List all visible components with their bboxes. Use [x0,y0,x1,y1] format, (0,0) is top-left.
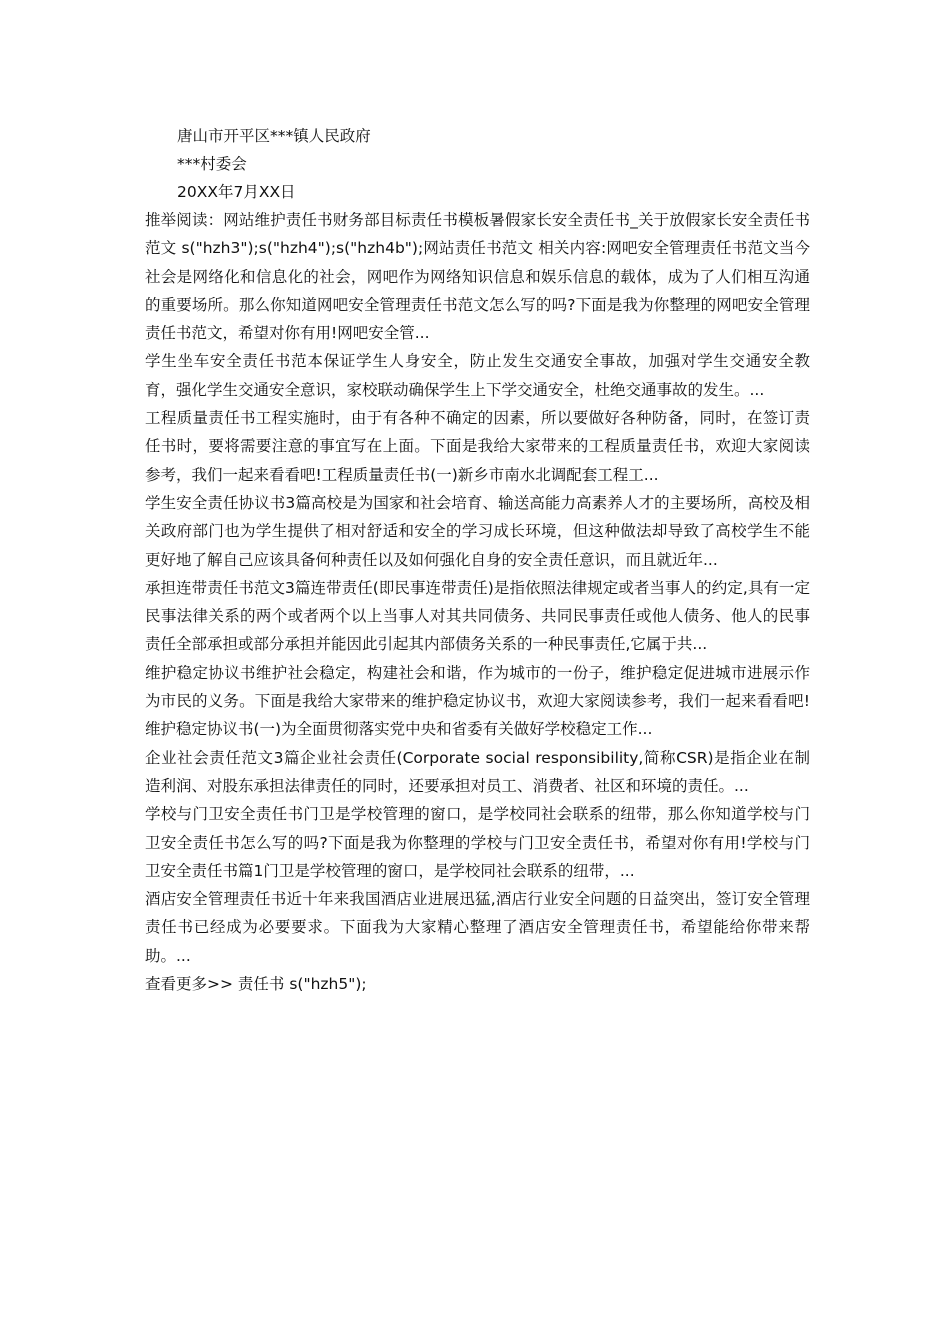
related-article-paragraph: 维护稳定协议书维护社会稳定，构建社会和谐，作为城市的一份子，维护稳定促进城市进展示作为市民的义务。下面是我给大家带来的维护稳定协议书，欢迎大家阅读参考，我们一起来看看吧!维护稳定协议书(一)为全面贯彻落实党中央和省委有关做好学校稳定工作... [145,663,810,739]
related-article-paragraph: 学生坐车安全责任书范本保证学生人身安全，防止发生交通安全事故，加强对学生交通安全教育，强化学生交通安全意识，家校联动确保学生上下学交通安全，杜绝交通事故的发生。... [145,352,810,399]
related-article-paragraph: 工程质量责任书工程实施时，由于有各种不确定的因素，所以要做好各种防备，同时，在签订责任书时，要将需要注意的事宜写在上面。下面是我给大家带来的工程质量责任书，欢迎大家阅读参考，我们一起来看看吧!工程质量责任书(一)新乡市南水北调配套工程工... [145,409,810,484]
recommended-reading-paragraph: 推举阅读：网站维护责任书财务部目标责任书模板暑假家长安全责任书_关于放假家长安全责任书范文 s("hzh3");s("hzh4");s("hzh4b");网站责任书范文 相关内容:网吧安全管理责任书范文当今社会是网络化和信息化的社会，网吧作为网络知识信息和娱乐信息的载体，成为了人们相互沟通的重要场所。那么你知道网吧安全管理责任书范文怎么写的吗?下面是我为你整理的网吧安全管理责任书范文，希望对你有用!网吧安全管... [145,211,810,343]
signature-org: 唐山市开平区***镇人民政府 [177,127,371,145]
related-article-paragraph: 酒店安全管理责任书近十年来我国酒店业进展迅猛,酒店行业安全问题的日益突出，签订安全管理责任书已经成为必要要求。下面我为大家精心整理了酒店安全管理责任书，希望能给你带来帮助。... [145,890,810,965]
view-more-link[interactable]: 查看更多>> 责任书 s("hzh5"); [145,975,367,994]
signature-committee: ***村委会 [177,155,247,173]
related-article-paragraph: 学校与门卫安全责任书门卫是学校管理的窗口，是学校同社会联系的纽带，那么你知道学校与门卫安全责任书怎么写的吗?下面是我为你整理的学校与门卫安全责任书，希望对你有用!学校与门卫安全责任书篇1门卫是学校管理的窗口，是学校同社会联系的纽带，... [145,805,810,880]
related-article-paragraph: 企业社会责任范文3篇企业社会责任(Corporate social responsibility,简称CSR)是指企业在制造利润、对股东承担法律责任的同时，还要承担对员工、消费者、社区和环境的责任。... [145,748,810,795]
related-article-paragraph: 学生安全责任协议书3篇高校是为国家和社会培育、输送高能力高素养人才的主要场所，高校及相关政府部门也为学生提供了相对舒适和安全的学习成长环境，但这种做法却导致了高校学生不能更好地了解自己应该具备何种责任以及如何强化自身的安全责任意识，而且就近年... [145,493,810,569]
related-article-paragraph: 承担连带责任书范文3篇连带责任(即民事连带责任)是指依照法律规定或者当事人的约定,具有一定民事法律关系的两个或者两个以上当事人对其共同债务、共同民事责任或他人债务、他人的民事责任全部承担或部分承担并能因此引起其内部债务关系的一种民事责任,它属于共... [145,578,810,654]
signature-date: 20XX年7月XX日 [177,183,296,201]
document-page [145,122,810,998]
